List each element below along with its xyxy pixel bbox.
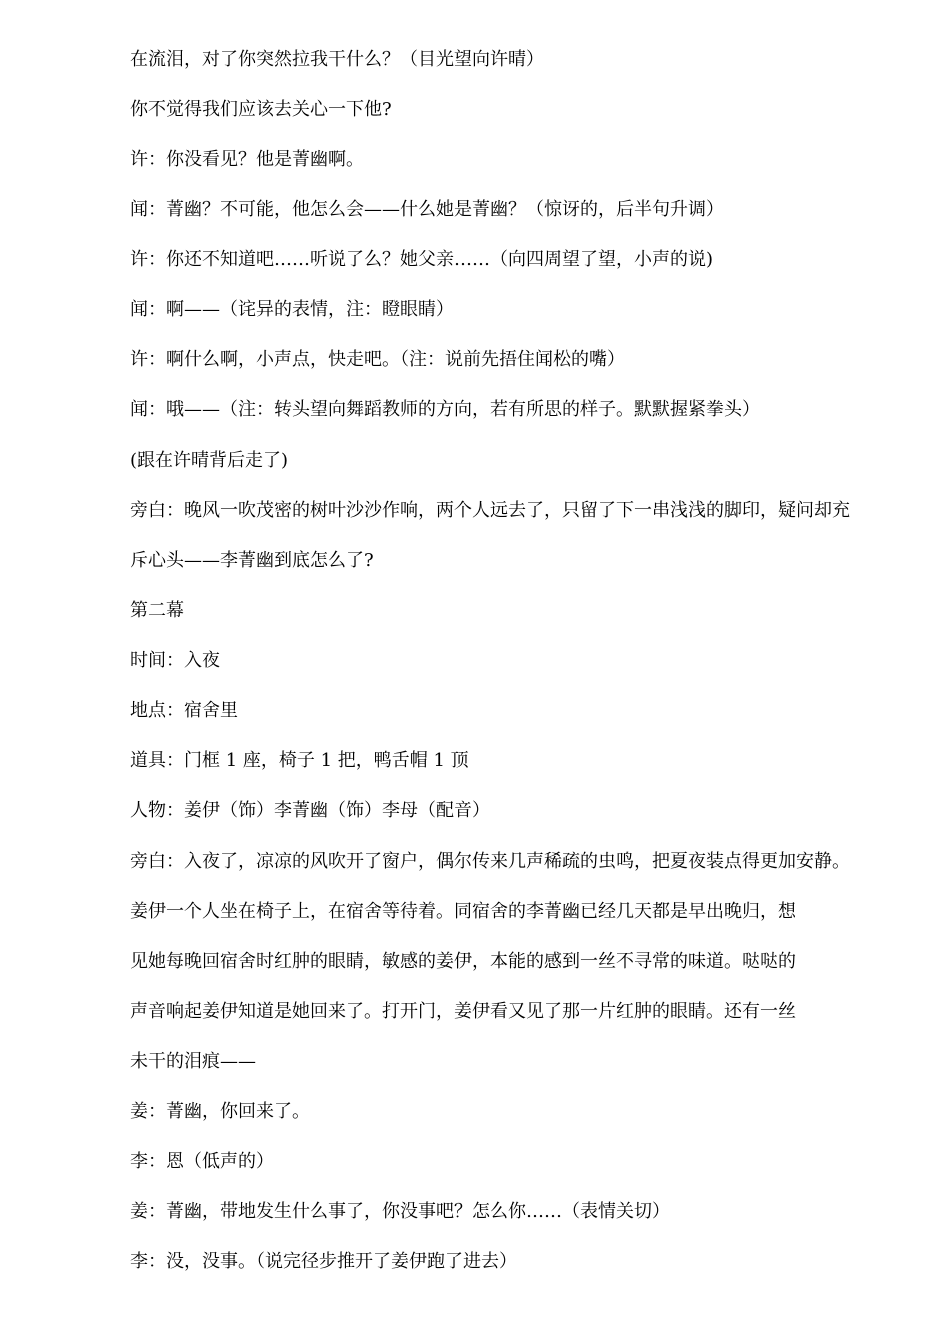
script-line: 在流泪，对了你突然拉我干什么？（目光望向许晴）: [130, 49, 544, 70]
script-line: 闻：哦——（注：转头望向舞蹈教师的方向，若有所思的样子。默默握紧拳头）: [130, 399, 760, 420]
narration-line: 旁白：晚风一吹茂密的树叶沙沙作响，两个人远去了，只留了下一串浅浅的脚印，疑问却充: [130, 500, 850, 521]
scene-location: 地点：宿舍里: [130, 700, 238, 721]
script-line: 姜：菁幽，你回来了。: [130, 1101, 310, 1122]
script-line: 许：你还不知道吧……听说了么？她父亲……（向四周望了望，小声的说): [130, 249, 714, 270]
stage-direction: (跟在许晴背后走了): [130, 450, 289, 471]
script-line: 许：你没看见？他是菁幽啊。: [130, 149, 364, 170]
narration-line: 姜伊一个人坐在椅子上，在宿舍等待着。同宿舍的李菁幽已经几天都是早出晚归，想: [130, 901, 796, 922]
script-line: 李：没，没事。（说完径步推开了姜伊跑了进去）: [130, 1251, 517, 1272]
script-line: 许：啊什么啊，小声点，快走吧。（注：说前先捂住闻松的嘴）: [130, 349, 625, 370]
act-heading: 第二幕: [130, 600, 184, 621]
script-line: 闻：菁幽？不可能，他怎么会——什么她是菁幽？（惊讶的，后半句升调）: [130, 199, 724, 220]
script-line: 姜：菁幽，带地发生什么事了，你没事吧？怎么你……（表情关切）: [130, 1201, 670, 1222]
scene-characters: 人物：姜伊（饰）李菁幽（饰）李母（配音）: [130, 800, 490, 821]
script-line: 李：恩（低声的）: [130, 1151, 274, 1172]
script-line: 闻：啊——（诧异的表情，注：瞪眼睛）: [130, 299, 454, 320]
narration-line: 斥心头——李菁幽到底怎么了?: [130, 550, 374, 571]
narration-line: 旁白：入夜了，凉凉的风吹开了窗户，偶尔传来几声稀疏的虫鸣，把夏夜装点得更加安静。: [130, 851, 850, 872]
narration-line: 声音响起姜伊知道是她回来了。打开门，姜伊看又见了那一片红肿的眼睛。还有一丝: [130, 1001, 796, 1022]
scene-props: 道具：门框 1 座，椅子 1 把，鸭舌帽 1 顶: [130, 750, 469, 771]
narration-line: 未干的泪痕——: [130, 1051, 256, 1072]
script-line: 你不觉得我们应该去关心一下他?: [130, 99, 392, 120]
scene-time: 时间：入夜: [130, 650, 220, 671]
narration-line: 见她每晚回宿舍时红肿的眼睛，敏感的姜伊，本能的感到一丝不寻常的味道。哒哒的: [130, 951, 796, 972]
